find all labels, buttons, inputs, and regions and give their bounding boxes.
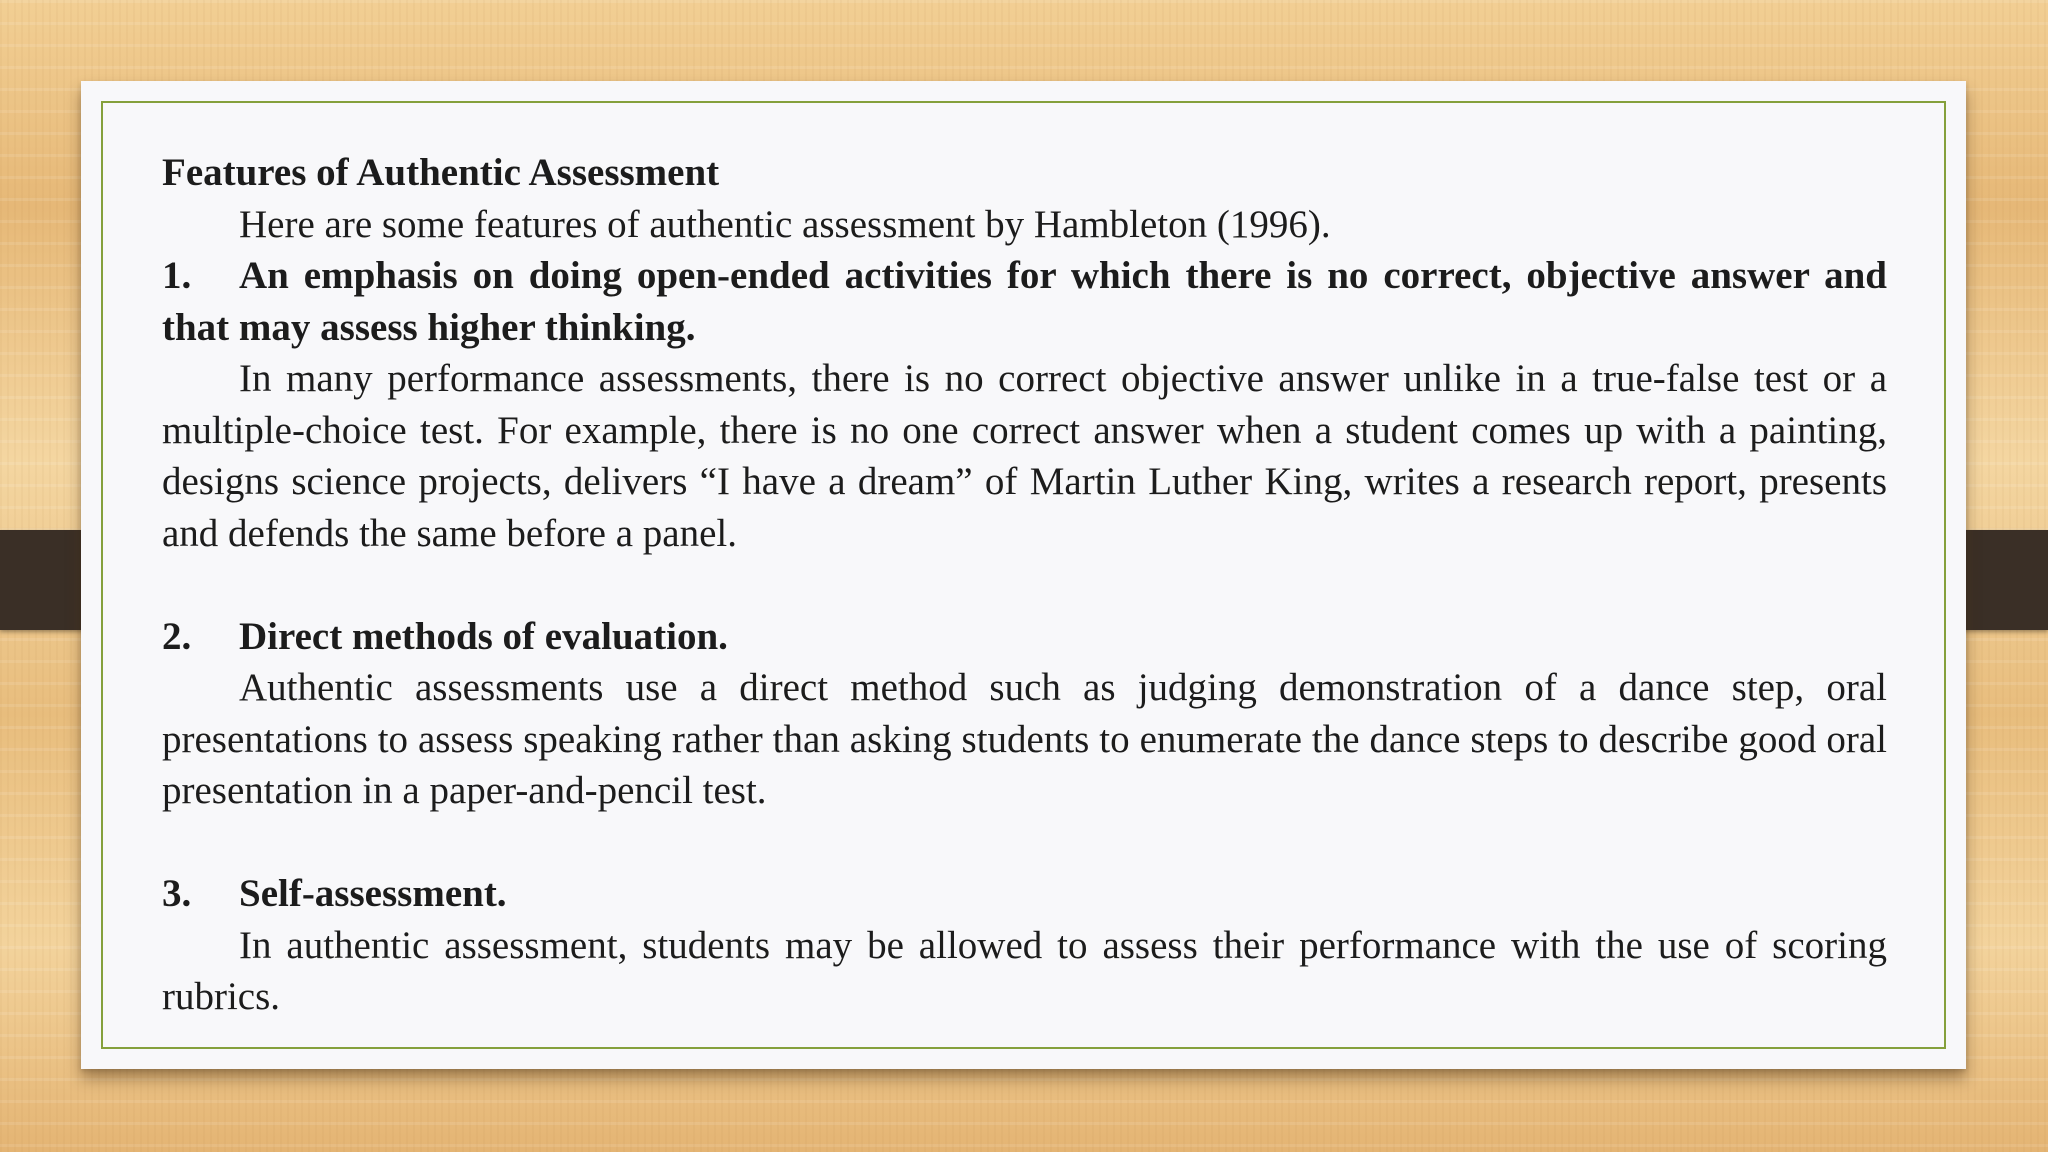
feature-item-2-title-text: Direct methods of evaluation. [239, 614, 728, 658]
slide-card [81, 81, 1966, 1069]
feature-item-3-number: 3. [162, 872, 192, 915]
feature-item-1-title [162, 250, 1887, 353]
feature-item-1-body: In many performance assessments, there is no correct objective answer unlike in a true-false test or a multiple-choice test. For example, there is no one correct answer when a student comes up with a painting, designs science projects, delivers “I have a dream” of Martin Luther King, writes a research report, presents and defends the same before a panel. [162, 357, 1887, 555]
intro-paragraph: Here are some features of authentic assessment by Hambleton (1996). [239, 202, 1331, 246]
feature-item-3-body: In authentic assessment, students may be allowed to assess their performance with the use of scoring rubrics. [162, 923, 1887, 1018]
slide-content [162, 147, 1887, 1023]
feature-item-2-title [162, 611, 1887, 663]
feature-item-1-number: 1. [162, 254, 192, 297]
feature-item-1-title-text: An emphasis on doing open-ended activities for which there is no correct, objective answer and that may assess higher thinking. [162, 254, 1887, 349]
slide-heading: Features of Authentic Assessment [162, 151, 720, 194]
paragraph-spacer [162, 559, 1887, 611]
feature-item-2-body: Authentic assessments use a direct method such as judging demonstration of a dance step, oral presentations to assess speaking rather than asking students to enumerate the dance steps to describe good oral presentation in a paper-and-pencil test. [162, 666, 1887, 812]
feature-item-3-title [162, 868, 1887, 920]
feature-item-3-title-text: Self-assessment. [239, 872, 507, 915]
paragraph-spacer [162, 817, 1887, 869]
feature-item-2-number: 2. [162, 614, 192, 658]
